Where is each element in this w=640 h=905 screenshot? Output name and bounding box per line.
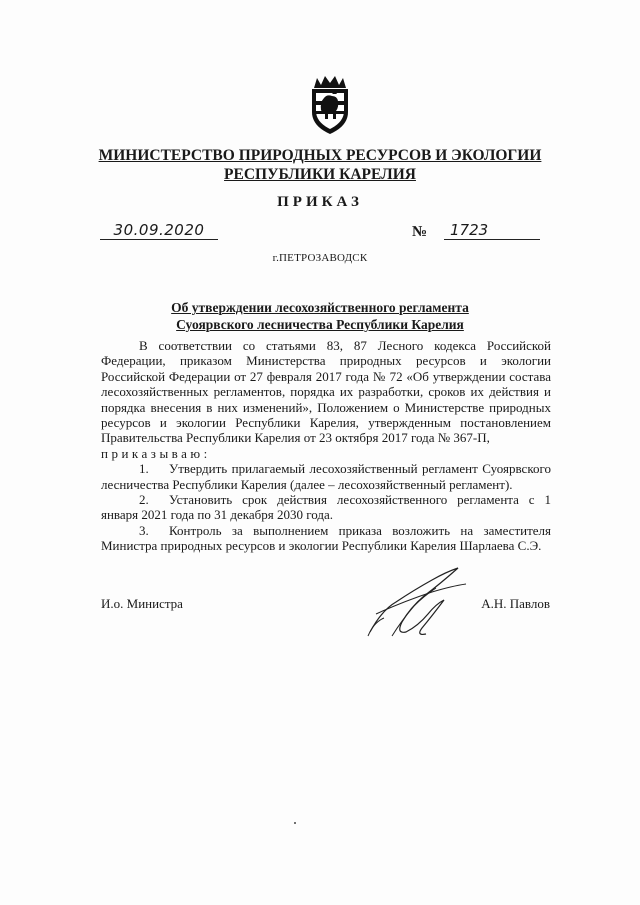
order-number: 1723 <box>444 222 540 240</box>
order-subject <box>0 299 640 333</box>
item-text: Утвердить прилагаемый лесохозяйственный регламент Суоярвского лесничества Республики Карелия (далее – лесохозяйственный регламент). <box>101 461 551 492</box>
ministry-line-1: МИНИСТЕРСТВО ПРИРОДНЫХ РЕСУРСОВ И ЭКОЛОГИИ <box>98 147 542 164</box>
preamble-text: В соответствии со статьями 83, 87 Лесного кодекса Российской Федерации, приказом Министерства природных ресурсов и экологии Российской Федерации от 27 февраля 2017 года № 72 «Об утверждении состава лесохозяйственных регламентов, порядка их разработки, сроков их действия и порядка внесения в них изменений», Положением о Министерстве природных ресурсов и экологии Республики Карелия, утвержденным постановлением Правительства Республики Карелия от 23 октября 2017 года № 367-П, <box>101 338 551 446</box>
order-item <box>101 492 551 523</box>
item-number: 1. <box>139 461 149 477</box>
handwritten-signature <box>362 562 472 648</box>
document-type: ПРИКАЗ <box>277 194 363 210</box>
coat-of-arms-icon <box>308 74 352 136</box>
order-word: приказываю: <box>101 445 211 461</box>
order-body <box>101 338 551 554</box>
item-text: Контроль за выполнением приказа возложить на заместителя Министра природных ресурсов и экологии Республики Карелия Шарлаева С.Э. <box>101 522 551 554</box>
item-text: Установить срок действия лесохозяйственного регламента с 1 января 2021 года по 31 декабря 2030 года. <box>101 492 551 523</box>
signer-role: И.о. Министра <box>101 596 183 611</box>
preamble-paragraph <box>101 338 551 446</box>
ministry-line-2: РЕСПУБЛИКИ КАРЕЛИЯ <box>224 166 416 183</box>
subject-line-2: Суоярвского лесничества Республики Карелия <box>176 317 464 332</box>
scan-speck <box>294 822 296 824</box>
signer-name: А.Н. Павлов <box>481 596 550 611</box>
number-label: № <box>412 224 428 240</box>
order-word-line <box>101 446 551 461</box>
subject-line-1: Об утверждении лесохозяйственного регламента <box>171 300 469 315</box>
city: г.ПЕТРОЗАВОДСК <box>272 252 368 264</box>
item-number: 2. <box>139 492 149 508</box>
order-item <box>101 461 551 492</box>
order-item <box>101 523 551 554</box>
ministry-name <box>0 146 640 184</box>
order-date: 30.09.2020 <box>100 222 218 240</box>
item-number: 3. <box>139 522 149 538</box>
